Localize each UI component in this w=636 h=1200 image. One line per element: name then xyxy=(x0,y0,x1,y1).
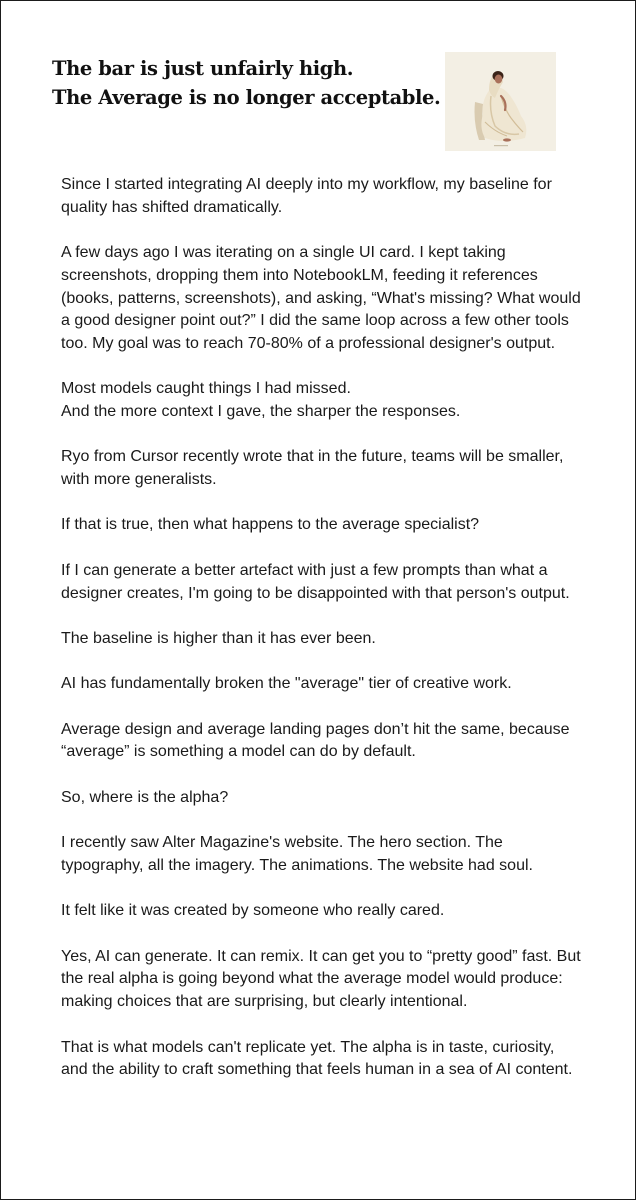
portrait-image xyxy=(445,52,556,151)
paragraph-1: Since I started integrating AI deeply into my workflow, my baseline for quality has shifted dramatically. xyxy=(61,176,552,216)
paragraph-11: I recently saw Alter Magazine's website. The hero section. The typography, all the imagery. The animations. The website had soul. xyxy=(61,834,533,874)
post-body xyxy=(61,174,581,1082)
seated-woman-portrait-icon xyxy=(445,52,556,151)
paragraph-12: It felt like it was created by someone who really cared. xyxy=(61,902,445,920)
paragraph-8: AI has fundamentally broken the "average" tier of creative work. xyxy=(61,675,512,693)
post-title xyxy=(52,54,442,112)
paragraph-9: Average design and average landing pages don’t hit the same, because “average” is something a model can do by default. xyxy=(61,720,570,761)
paragraph-2: A few days ago I was iterating on a single UI card. I kept taking screenshots, dropping them into NotebookLM, feeding it references (books, patterns, screenshots), and asking, “What's missing? What would a good designer point out?” I did the same loop across a few other tools too. My goal was to reach 70-80% of a professional designer's output. xyxy=(61,244,581,352)
paragraph-13: Yes, AI can generate. It can remix. It can get you to “pretty good” fast. But the real alpha is going beyond what the average model would produce: making choices that are surprising, but clearly intentional. xyxy=(61,947,581,1011)
paragraph-10: So, where is the alpha? xyxy=(61,788,229,806)
paragraph-14: That is what models can't replicate yet. The alpha is in taste, curiosity, and the ability to craft something that feels human in a sea of AI content. xyxy=(61,1038,573,1079)
post-title-line-1: The bar is just unfairly high. xyxy=(52,57,354,80)
paragraph-6: If I can generate a better artefact with just a few prompts than what a designer creates, I'm going to be disappointed with that person's output. xyxy=(61,561,570,602)
paragraph-4: Ryo from Cursor recently wrote that in the future, teams will be smaller, with more generalists. xyxy=(61,448,564,489)
paragraph-7: The baseline is higher than it has ever been. xyxy=(61,629,376,647)
post-title-line-2: The Average is no longer acceptable. xyxy=(52,86,441,109)
paragraph-5: If that is true, then what happens to the average specialist? xyxy=(61,516,480,534)
paragraph-3: Most models caught things I had missed. And the more context I gave, the sharper the responses. xyxy=(61,380,461,420)
